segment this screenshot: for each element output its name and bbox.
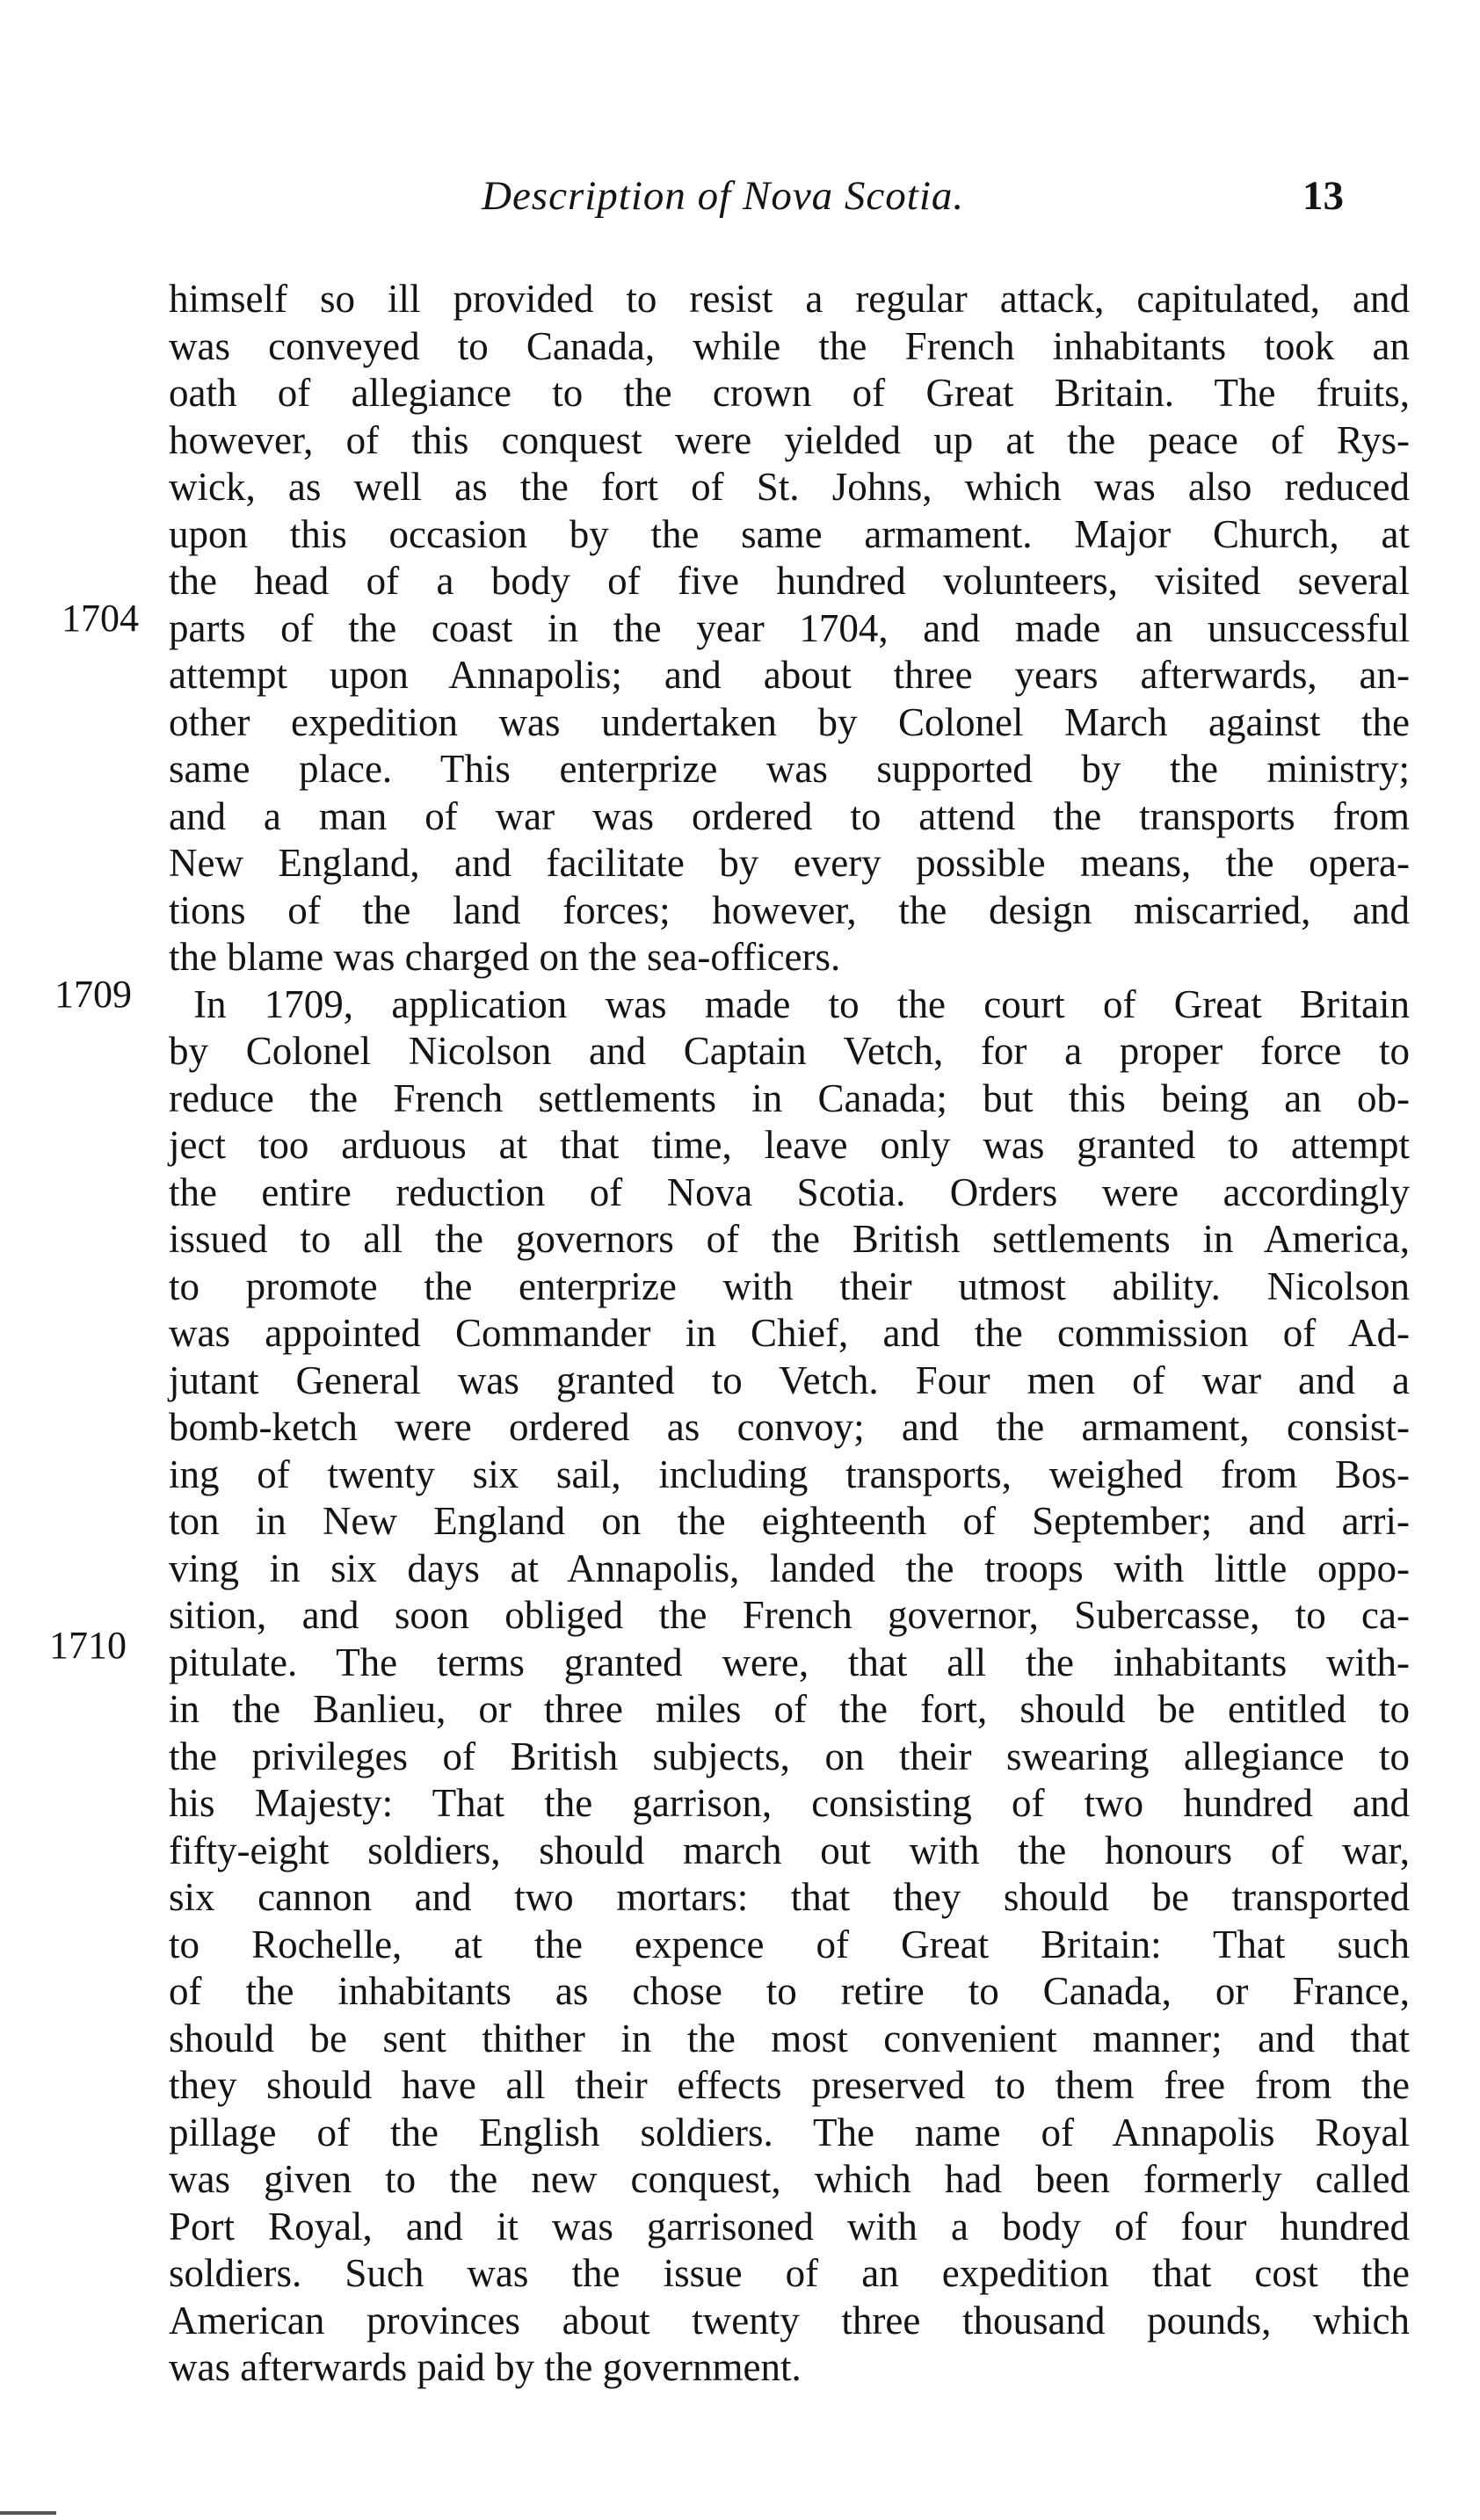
text-line: same place. This enterprize was supported by the ministry; [169,747,1410,791]
text-line: they should have all their effects preserved to them free from the [169,2063,1410,2107]
text-line: reduce the French settlements in Canada; but this being an ob- [169,1075,1410,1120]
text-line: jutant General was granted to Vetch. Four men of war and a [169,1358,1410,1402]
text-line: pillage of the English soldiers. The name of Annapolis Royal [169,2110,1410,2154]
text-line: was appointed Commander in Chief, and the commission of Ad- [169,1311,1410,1355]
text-line: wick, as well as the fort of St. Johns, which was also reduced [169,465,1410,509]
text-line: parts of the coast in the year 1704, and made an unsuccessful [169,605,1410,650]
paragraph-start-line: In 1709, application was made to the court of Great Britain [193,981,1410,1026]
text-line: American provinces about twenty three thousand pounds, which [169,2298,1410,2343]
text-line: the privileges of British subjects, on their swearing allegiance to [169,1734,1410,1778]
text-line: bomb-ketch were ordered as convoy; and the armament, consist- [169,1405,1410,1449]
text-line: the head of a body of five hundred volunteers, visited several [169,559,1410,603]
paragraph-end-line: was afterwards paid by the government. [169,2345,802,2389]
text-line: should be sent thither in the most convenient manner; and that [169,2016,1410,2060]
marginal-date-1709: 1709 [54,973,132,1016]
text-line: and a man of war was ordered to attend the transports from [169,793,1410,838]
page-edge-rule [0,2511,56,2515]
text-line: was conveyed to Canada, while the French inhabitants took an [169,323,1410,368]
text-line: ton in New England on the eighteenth of September; and arri- [169,1499,1410,1543]
text-line: New England, and facilitate by every possible means, the opera- [169,841,1410,885]
running-header [0,172,1480,243]
text-line: the entire reduction of Nova Scotia. Orders were accordingly [169,1169,1410,1214]
text-line: ing of twenty six sail, including transports, weighed from Bos- [169,1452,1410,1496]
text-line: sition, and soon obliged the French governor, Subercasse, to ca- [169,1593,1410,1637]
text-line: tions of the land forces; however, the design miscarried, and [169,887,1410,932]
marginal-date-1704: 1704 [62,597,139,640]
text-line: himself so ill provided to resist a regular attack, capitulated, and [169,277,1410,321]
running-title: Description of Nova Scotia. [482,173,965,219]
text-line: by Colonel Nicolson and Captain Vetch, for a proper force to [169,1029,1410,1073]
text-line: attempt upon Annapolis; and about three years afterwards, an- [169,653,1410,697]
text-line: to Rochelle, at the expence of Great Britain: That such [169,1922,1410,1966]
text-line: upon this occasion by the same armament. Major Church, at [169,511,1410,556]
text-line: fifty-eight soldiers, should march out with the honours of war, [169,1828,1410,1872]
text-line: pitulate. The terms granted were, that all the inhabitants with- [169,1640,1410,1684]
paragraph-end-line: the blame was charged on the sea-officers. [169,935,841,979]
text-line: of the inhabitants as chose to retire to Canada, or France, [169,1969,1410,2013]
text-line: soldiers. Such was the issue of an expedition that cost the [169,2251,1410,2295]
text-line: in the Banlieu, or three miles of the fort, should be entitled to [169,1687,1410,1731]
body-text [169,276,1410,2392]
text-line: however, of this conquest were yielded up at the peace of Rys- [169,417,1410,462]
text-line: six cannon and two mortars: that they should be transported [169,1875,1410,1919]
text-line: ving in six days at Annapolis, landed the troops with little oppo- [169,1546,1410,1590]
text-line: oath of allegiance to the crown of Great Britain. The fruits, [169,371,1410,415]
text-line: ject too arduous at that time, leave only was granted to attempt [169,1123,1410,1167]
text-line: Port Royal, and it was garrisoned with a body of four hundred [169,2204,1410,2248]
marginal-date-1710: 1710 [49,1624,127,1667]
text-line: other expedition was undertaken by Colonel March against the [169,699,1410,744]
text-line: to promote the enterprize with their utmost ability. Nicolson [169,1264,1410,1308]
text-line: was given to the new conquest, which had been formerly called [169,2157,1410,2201]
text-line: his Majesty: That the garrison, consisting of two hundred and [169,1781,1410,1825]
text-line: issued to all the governors of the British settlements in America, [169,1217,1410,1261]
page-number: 13 [1302,173,1344,219]
